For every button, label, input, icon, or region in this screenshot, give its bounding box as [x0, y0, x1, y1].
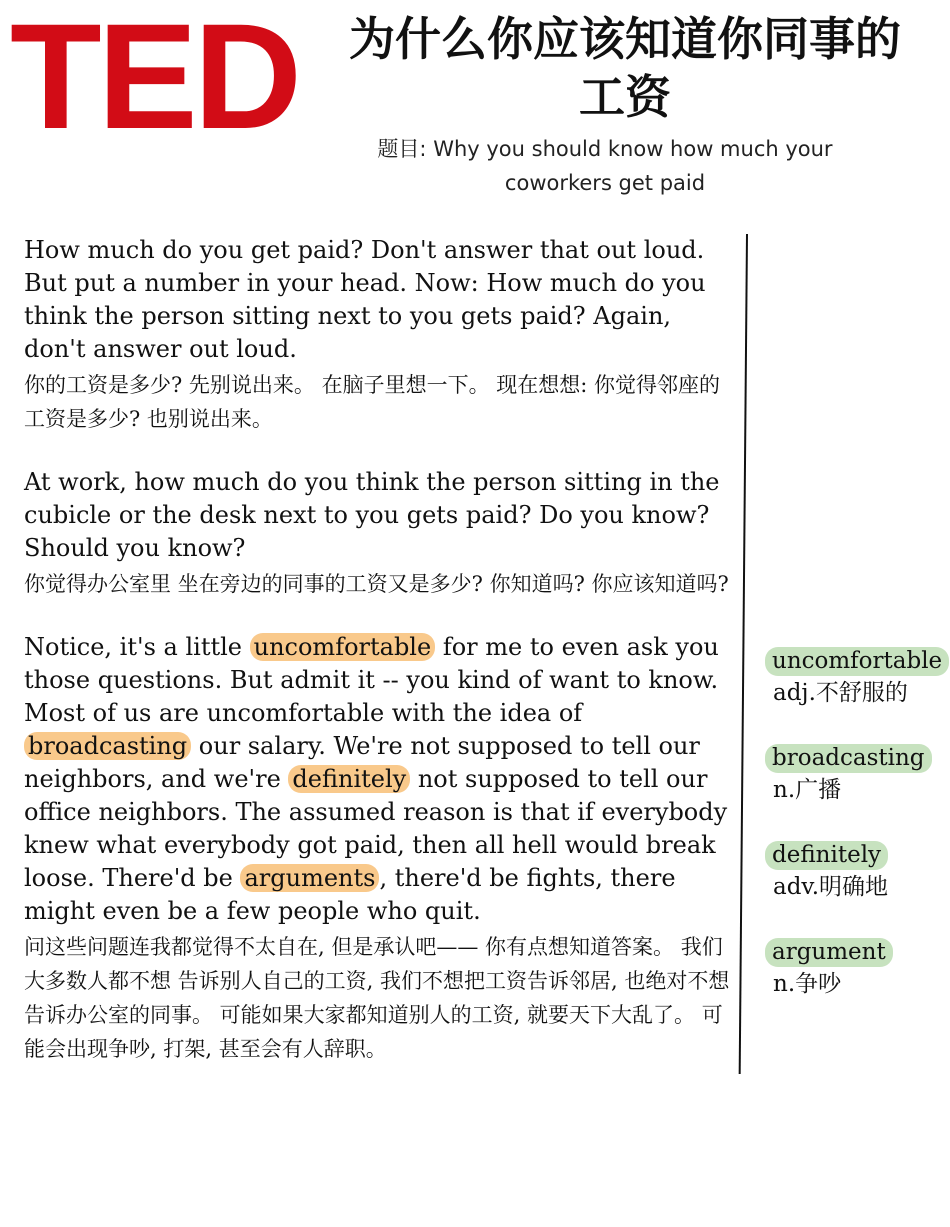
paragraph-2	[24, 466, 739, 601]
vocab-word: uncomfortable	[765, 647, 949, 676]
subtitle	[350, 132, 860, 200]
transcript	[24, 234, 739, 1096]
vocab-item-broadcasting	[765, 744, 945, 805]
ted-logo: TED	[10, 0, 298, 160]
paragraph-english: At work, how much do you think the person sitting in the cubicle or the desk next to you gets paid? Do you know? Should you know?	[24, 468, 720, 562]
text-segment: , there'd be fights, there might even be a few people who quit.	[24, 864, 676, 925]
paragraph-1	[24, 234, 739, 436]
highlighted-word-arguments: arguments	[240, 864, 379, 892]
subtitle-english: Why you should know how much your coworkers get paid	[433, 137, 833, 195]
paragraph-english	[24, 631, 739, 928]
vocab-definition: n.争吵	[773, 971, 842, 997]
vocab-item-definitely	[765, 841, 945, 902]
column-divider	[739, 234, 748, 1074]
paragraph-english: How much do you get paid? Don't answer that out loud. But put a number in your head. Now: How much do you think the person sitting next to you gets paid? Again, don't answer out loud.	[24, 236, 706, 363]
vocab-word: argument	[765, 938, 893, 967]
vocab-item-uncomfortable	[765, 647, 945, 708]
vocab-definition: adj.不舒服的	[773, 680, 908, 706]
text-segment: not supposed to tell our office neighbors. The assumed reason is that if everybody knew what everybody got paid, then all hell would break loose. There'd be	[24, 765, 728, 892]
text-segment: our salary. We're not supposed to tell our neighbors, and we're	[24, 732, 700, 793]
highlighted-word-uncomfortable: uncomfortable	[250, 633, 436, 661]
paragraph-3	[24, 631, 739, 1066]
vocab-definition: n.广播	[773, 777, 842, 803]
highlighted-word-broadcasting: broadcasting	[24, 732, 191, 760]
highlighted-word-definitely: definitely	[288, 765, 410, 793]
vocab-definition: adv.明确地	[773, 874, 889, 900]
vocab-word: broadcasting	[765, 744, 932, 773]
vocab-item-argument	[765, 938, 945, 999]
text-segment: for me to even ask you those questions. But admit it -- you kind of want to know. Most of us are uncomfortable with the idea of	[24, 633, 719, 727]
paragraph-chinese: 你的工资是多少? 先别说出来。 在脑子里想一下。 现在想想: 你觉得邻座的工资是多少? 也别说出来。	[24, 373, 721, 431]
subtitle-prefix: 题目:	[377, 137, 427, 161]
text-segment: Notice, it's a little	[24, 633, 250, 661]
vocab-word: definitely	[765, 841, 888, 870]
paragraph-chinese: 问这些问题连我都觉得不太自在, 但是承认吧—— 你有点想知道答案。 我们大多数人都不想 告诉别人自己的工资, 我们不想把工资告诉邻居, 也绝对不想告诉办公室的同事。 可能如果大家都知道别人的工资, 就要天下大乱了。 可能会出现争吵, 打架, 甚至会有人辞职。	[24, 935, 730, 1061]
paragraph-chinese: 你觉得办公室里 坐在旁边的同事的工资又是多少? 你知道吗? 你应该知道吗?	[24, 572, 729, 596]
page-title: 为什么你应该知道你同事的工资	[349, 12, 901, 124]
